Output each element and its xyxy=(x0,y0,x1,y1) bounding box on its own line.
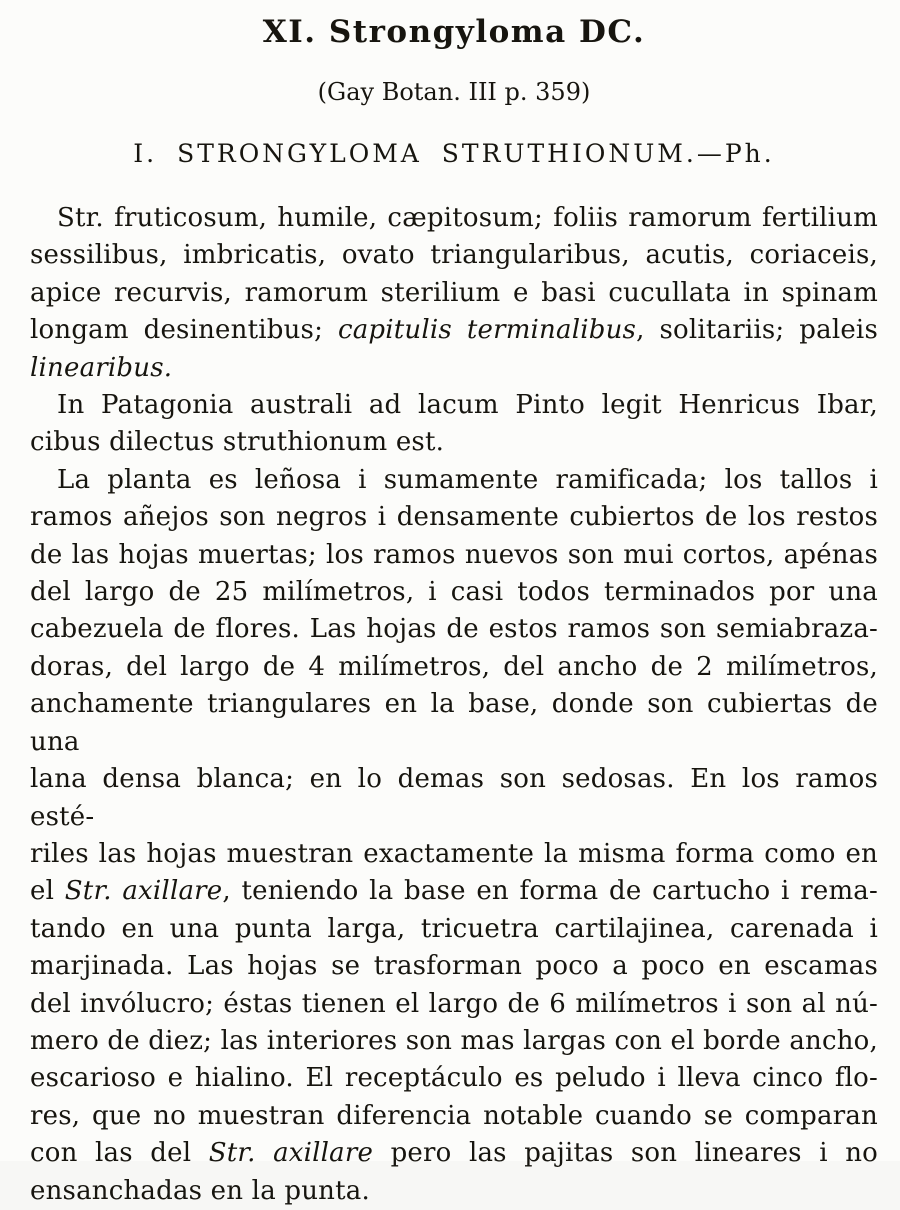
text-segment: cabezuela de flores. Las hojas de estos ramos son semiabraza- xyxy=(30,614,878,645)
text-line xyxy=(30,312,878,349)
text-line xyxy=(30,911,878,948)
text-line xyxy=(30,200,878,237)
italic-text-segment: Str. axillare xyxy=(64,876,223,907)
paragraph xyxy=(30,387,878,462)
italic-text-segment: capitulis terminalibus xyxy=(337,315,637,346)
text-segment: lana densa blanca; en lo demas son sedosas. En los ramos esté- xyxy=(30,764,878,832)
italic-text-segment: linearibus. xyxy=(30,352,173,383)
paragraph xyxy=(30,462,878,1210)
text-line xyxy=(30,350,878,387)
text-segment: anchamente triangulares en la base, donde son cubiertas de una xyxy=(30,689,878,757)
text-line xyxy=(30,424,878,461)
text-segment: con las del xyxy=(30,1138,209,1169)
text-segment: Str. fruticosum, humile, cæpitosum; foliis ramorum fertilium xyxy=(57,203,878,233)
text-segment: , teniendo la base en forma de cartucho i rema- xyxy=(222,876,878,907)
text-line xyxy=(30,1173,878,1210)
text-segment: La planta es leñosa i sumamente ramificada; los tallos i xyxy=(57,464,878,495)
text-line xyxy=(30,1023,878,1060)
text-segment: cibus dilectus struthionum est. xyxy=(30,427,445,458)
text-line xyxy=(30,686,878,761)
text-line xyxy=(30,611,878,648)
text-segment: escarioso e hialino. El receptáculo es peludo i lleva cinco flo- xyxy=(30,1063,878,1094)
text-line xyxy=(30,1060,878,1097)
text-line xyxy=(30,537,878,574)
text-segment: de las hojas muertas; los ramos nuevos son mui cortos, apénas xyxy=(30,539,878,570)
text-segment: ramos añejos son negros i densamente cubiertos de los restos xyxy=(30,502,878,533)
text-line xyxy=(30,873,878,910)
text-segment: , solitariis; paleis xyxy=(636,315,878,346)
italic-text-segment: Str. axillare xyxy=(208,1138,374,1169)
text-segment: ensanchadas en la punta. xyxy=(30,1175,370,1206)
text-segment: pero las pajitas son lineares i no xyxy=(373,1138,878,1169)
text-line xyxy=(30,275,878,312)
text-line xyxy=(30,948,878,985)
text-line xyxy=(30,986,878,1023)
text-line xyxy=(30,836,878,873)
species-heading: I. STRONGYLOMA STRUTHIONUM.—Ph. xyxy=(133,139,775,168)
text-line xyxy=(30,1135,878,1172)
text-segment: apice recurvis, ramorum sterilium e basi cucullata in spinam xyxy=(30,277,878,308)
text-line xyxy=(30,499,878,536)
text-line xyxy=(30,237,878,274)
text-segment: marjinada. Las hojas se trasforman poco a poco en escamas xyxy=(30,951,878,982)
text-segment: del largo de 25 milímetros, i casi todos terminados por una xyxy=(30,577,878,608)
text-line xyxy=(30,649,878,686)
text-segment: sessilibus, imbricatis, ovato triangularibus, acutis, coriaceis, xyxy=(30,240,878,271)
text-segment: mero de diez; las interiores son mas largas con el borde ancho, xyxy=(30,1025,878,1056)
paragraph xyxy=(30,200,878,387)
text-line xyxy=(30,1098,878,1135)
text-block xyxy=(30,200,878,1210)
text-line xyxy=(30,462,878,499)
page-title: XI. Strongyloma DC. xyxy=(262,14,646,50)
text-line xyxy=(30,387,878,424)
text-segment: riles las hojas muestran exactamente la misma forma como en xyxy=(30,838,878,869)
text-segment: tando en una punta larga, tricuetra cartilajinea, carenada i xyxy=(30,913,878,944)
text-line xyxy=(30,761,878,836)
text-segment: el xyxy=(30,876,65,907)
text-segment: longam desinentibus; xyxy=(30,315,338,346)
text-segment: In Patagonia australi ad lacum Pinto legit Henricus Ibar, xyxy=(57,390,878,421)
text-segment: doras, del largo de 4 milímetros, del ancho de 2 milímetros, xyxy=(30,651,878,682)
text-segment: del invólucro; éstas tienen el largo de 6 milímetros i son al nú- xyxy=(30,988,878,1019)
citation: (Gay Botan. III p. 359) xyxy=(317,78,591,106)
text-line xyxy=(30,574,878,611)
text-segment: res, que no muestran diferencia notable cuando se comparan xyxy=(30,1100,878,1131)
